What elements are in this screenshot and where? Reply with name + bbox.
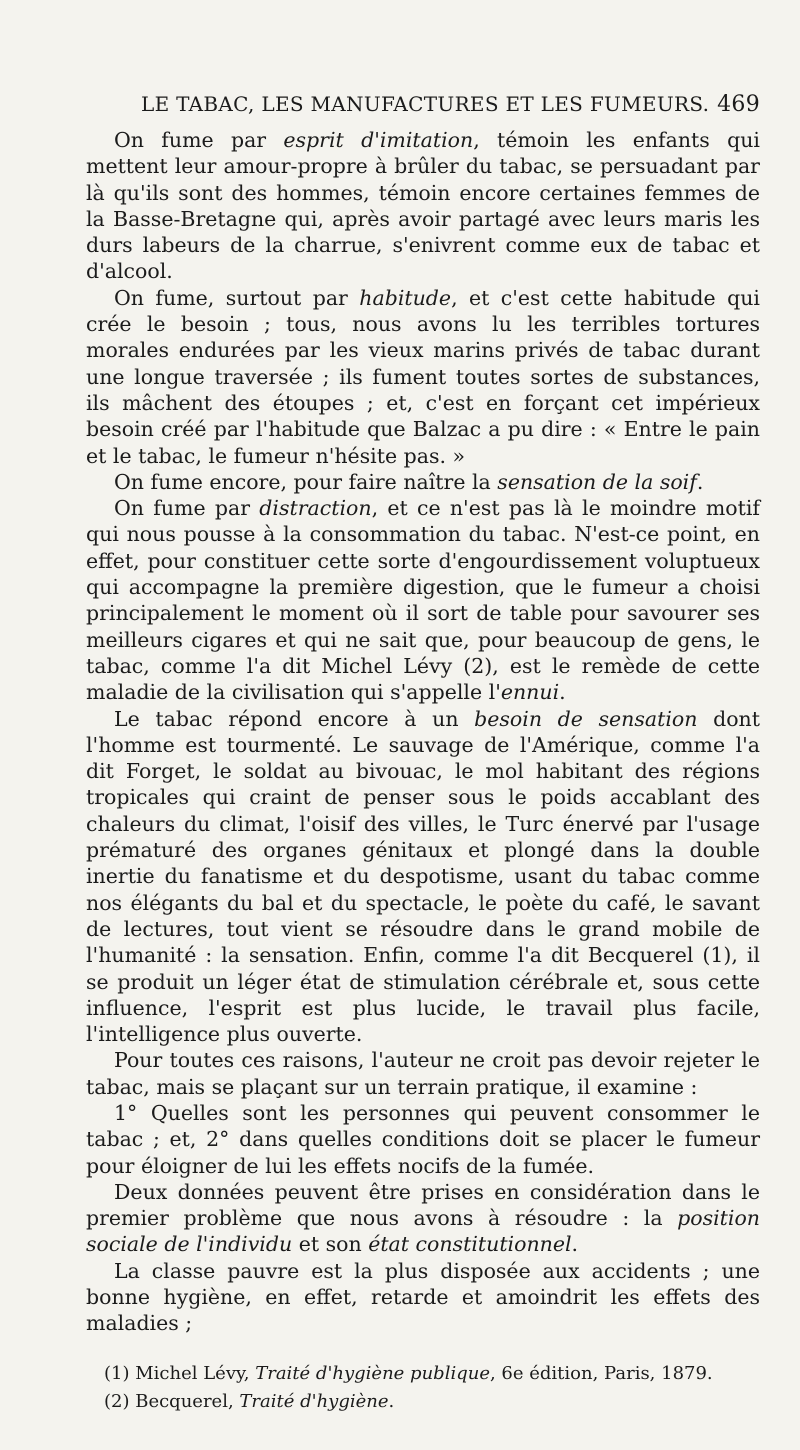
italic-text: esprit d'imitation: [283, 128, 474, 152]
page-body: [86, 127, 760, 1337]
text-run: On fume, surtout par: [114, 285, 360, 310]
italic-text: position sociale de l'individu: [86, 1206, 760, 1257]
text-run: .: [696, 469, 704, 494]
page-header: [141, 92, 760, 117]
italic-text: état constitutionnel: [368, 1232, 572, 1257]
italic-text: habitude: [359, 285, 452, 310]
text-run: 1° Quelles sont les personnes qui peuvent consommer le tabac ; et, 2° dans quelles conditions doit se placer le fumeur pour éloigner de lui les effets nocifs de la fumée.: [86, 1100, 760, 1178]
paragraph: [86, 1179, 760, 1258]
text-run: .: [559, 680, 566, 705]
italic-text: ennui: [500, 680, 560, 705]
italic-text: Traité d'hygiène: [239, 1391, 389, 1412]
text-run: , témoin les enfants qui mettent leur amour-propre à brûler du tabac, se persuadant par là qu'ils sont des hommes, témoin encore certaines femmes de la Basse-Bretagne qui, après avoir partagé avec leurs maris les durs labeurs de la charrue, s'enivrent comme eux de tabac et d'alcool.: [86, 128, 760, 284]
text-run: , et ce n'est pas là le moindre motif qui nous pousse à la consommation du tabac. N'est-ce point, en effet, pour constituer cette sorte d'engourdissement voluptueux qui accompagne la première digestion, que le fumeur a choisi principalement le moment où il sort de table pour savourer ses meilleurs cigares et qui ne sait que, pour beaucoup de gens, le tabac, comme l'a dit Michel Lévy (2), est le remède de cette maladie de la civilisation qui s'appelle l': [86, 496, 760, 705]
text-run: et son: [292, 1232, 369, 1257]
paragraph: [86, 706, 760, 1048]
text-run: On fume par: [114, 128, 284, 152]
footnotes: [86, 1360, 760, 1416]
paragraph: [86, 285, 760, 469]
page-number: 469: [717, 92, 760, 117]
text-run: Le tabac répond encore à un: [114, 706, 475, 731]
paragraph: [86, 469, 760, 495]
paragraph: [86, 495, 760, 705]
text-run: Pour toutes ces raisons, l'auteur ne croit pas devoir rejeter le tabac, mais se plaçant sur un terrain pratique, il examine :: [86, 1048, 760, 1099]
italic-text: sensation de la soif: [497, 469, 697, 494]
footnote: [86, 1388, 760, 1416]
text-run: (1) Michel Lévy,: [104, 1363, 256, 1384]
text-run: La classe pauvre est la plus disposée aux accidents ; une bonne hygiène, en effet, retarde et amoindrit les effets des maladies ;: [86, 1258, 760, 1336]
italic-text: besoin de sensation: [474, 706, 698, 731]
text-run: dont l'homme est tourmenté. Le sauvage de l'Amérique, comme l'a dit Forget, le soldat au bivouac, le mol habitant des régions tropicales qui craint de penser sous le poids accablant des chaleurs du climat, l'oisif des villes, le Turc énervé par l'usage prématuré des organes génitaux et plongé dans la double inertie du fanatisme et du despotisme, usant du tabac comme nos élégants du bal et du spectacle, le poète du café, le savant de lectures, tout vient se résoudre dans le grand mobile de l'humanité : la sensation. Enfin, comme l'a dit Becquerel (1), il se produit un léger état de stimulation cérébrale et, sous cette influence, l'esprit est plus lucide, le travail plus facile, l'intelligence plus ouverte.: [86, 706, 760, 1047]
text-run: .: [571, 1232, 579, 1257]
running-title: LE TABAC, LES MANUFACTURES ET LES FUMEURS.: [141, 92, 710, 116]
italic-text: distraction: [259, 496, 372, 521]
footnote: [86, 1360, 760, 1388]
italic-text: Traité d'hygiène publique: [255, 1363, 490, 1384]
text-run: On fume par: [114, 496, 260, 521]
paragraph: [86, 1100, 760, 1179]
text-run: (2) Becquerel,: [104, 1391, 240, 1412]
paragraph: [86, 127, 760, 285]
text-run: , et c'est cette habitude qui crée le besoin ; tous, nous avons lu les terribles tortures morales endurées par les vieux marins privés de tabac durant une longue traversée ; ils fument toutes sortes de substances, ils mâchent des étoupes ; et, c'est en forçant cet impérieux besoin créé par l'habitude que Balzac a pu dire : « Entre le pain et le tabac, le fumeur n'hésite pas. »: [86, 285, 760, 468]
paragraph: [86, 1047, 760, 1100]
text-run: Deux données peuvent être prises en considération dans le premier problème que nous avons à résoudre : la: [86, 1179, 760, 1231]
paragraph: [86, 1258, 760, 1337]
text-run: On fume encore, pour faire naître la: [114, 469, 498, 494]
text-run: , 6e édition, Paris, 1879.: [489, 1363, 713, 1384]
text-run: .: [388, 1391, 395, 1412]
